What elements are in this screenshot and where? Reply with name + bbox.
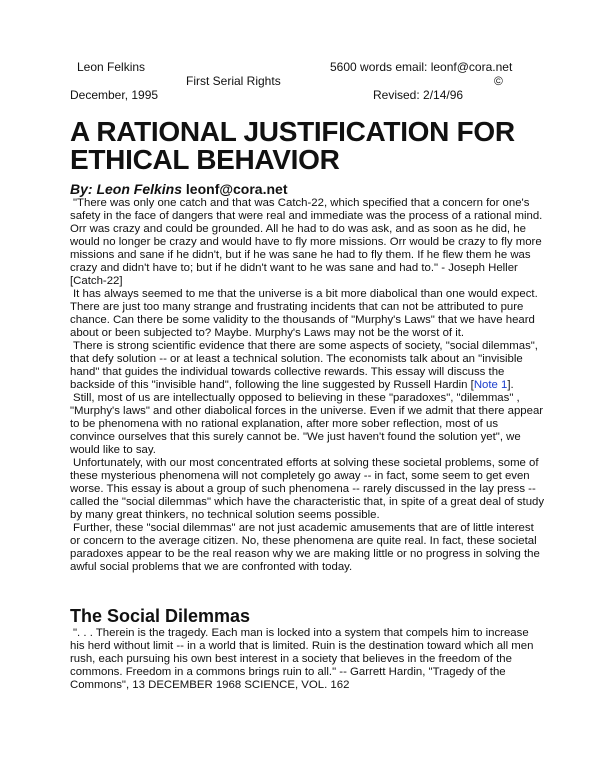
paragraph — [70, 340, 546, 392]
header-author: Leon Felkins — [77, 60, 146, 74]
header-words-email: 5600 words email: leonf@cora.net — [330, 60, 513, 74]
paragraph: Unfortunately, with our most concentrated efforts at solving these societal problems, some of these mysterious phenomena will not completely go away -- in fact, some seem to get even worse. This essay is about a group of such phenomena -- rarely discussed in the lay press -- called the "social dilemmas" which have the characteristic that, in spite of a great deal of study by many great thinkers, no technical solution seems possible. — [70, 457, 545, 521]
paragraph: "There was only one catch and that was Catch-22, which specified that a concern for one's safety in the face of dangers that were real and immediate was the process of a rational mind. Orr was crazy and could be grounded. All he had to do was ask, and as soon as he did, he would no longer be crazy and would have to fly more missions. Orr would be crazy to fly more missions and sane if he didn't, but if he was sane he had to fly them. If he flew them he was crazy and didn't have to; but if he didn't want to he was sane and had to." - Joseph Heller [Catch-22] — [70, 197, 543, 287]
byline-author: By: Leon Felkins — [70, 181, 183, 197]
quote-text: ". . . Therein is the tragedy. Each man is locked into a system that compels him to increase his herd without limit -- in a world that is limited. Ruin is the destination toward which all men rush, each pursuing his own best interest in a society that believes in the freedom of the commons. Freedom in a commons brings ruin to all." -- Garrett Hardin, "Tragedy of the Commons", 13 DECEMBER 1968 SCIENCE, VOL. 162 — [70, 627, 534, 691]
article-body — [70, 197, 546, 574]
paragraph: It has always seemed to me that the universe is a bit more diabolical than one would expect. There are just too many strange and frustrating incidents that can not be attributed to pure chance. Can there be some validity to the thousands of "Murphy's Laws" that we have heard about or been subjected to? Maybe. Murphy's Laws may not be the worst of it. — [70, 288, 538, 339]
note-1-link[interactable]: Note 1 — [473, 379, 508, 391]
paragraph-text: ]. — [507, 379, 514, 391]
header-revised: Revised: 2/14/96 — [373, 88, 464, 102]
paragraph: Further, these "social dilemmas" are not just academic amusements that are of little interest or concern to the average citizen. No, these phenomena are quite real. In fact, these societal paradoxes appear to be the real reason why we are making little or no progress in solving the awful social problems that we are confronted with today. — [70, 522, 540, 573]
section-quote — [70, 627, 546, 692]
header-copyright: © — [494, 74, 503, 88]
section-heading: The Social Dilemmas — [70, 606, 251, 626]
paragraph-text: There is strong scientific evidence that there are some aspects of society, "social dilemmas", that defy solution -- or at least a technical solution. The economists talk about an "invisible hand" that guides the individual towards collective rewards. This essay will discuss the backside of this "invisible hand", following the line suggested by Russell Hardin [ — [70, 340, 538, 391]
page-title: A RATIONAL JUSTIFICATION FOR ETHICAL BEHAVIOR — [70, 116, 515, 175]
header-date: December, 1995 — [70, 88, 159, 102]
paragraph: Still, most of us are intellectually opposed to believing in these "paradoxes", "dilemmas" , "Murphy's laws" and other diabolical forces in the universe. Even if we admit that there appear to be phenomena with no rational explanation, after more sober reflection, most of us convince ourselves that this surely cannot be. "We just haven't found the solution yet", we would like to say. — [70, 392, 544, 456]
header-rights: First Serial Rights — [186, 74, 281, 88]
byline — [70, 181, 287, 197]
byline-email: leonf@cora.net — [185, 181, 288, 197]
